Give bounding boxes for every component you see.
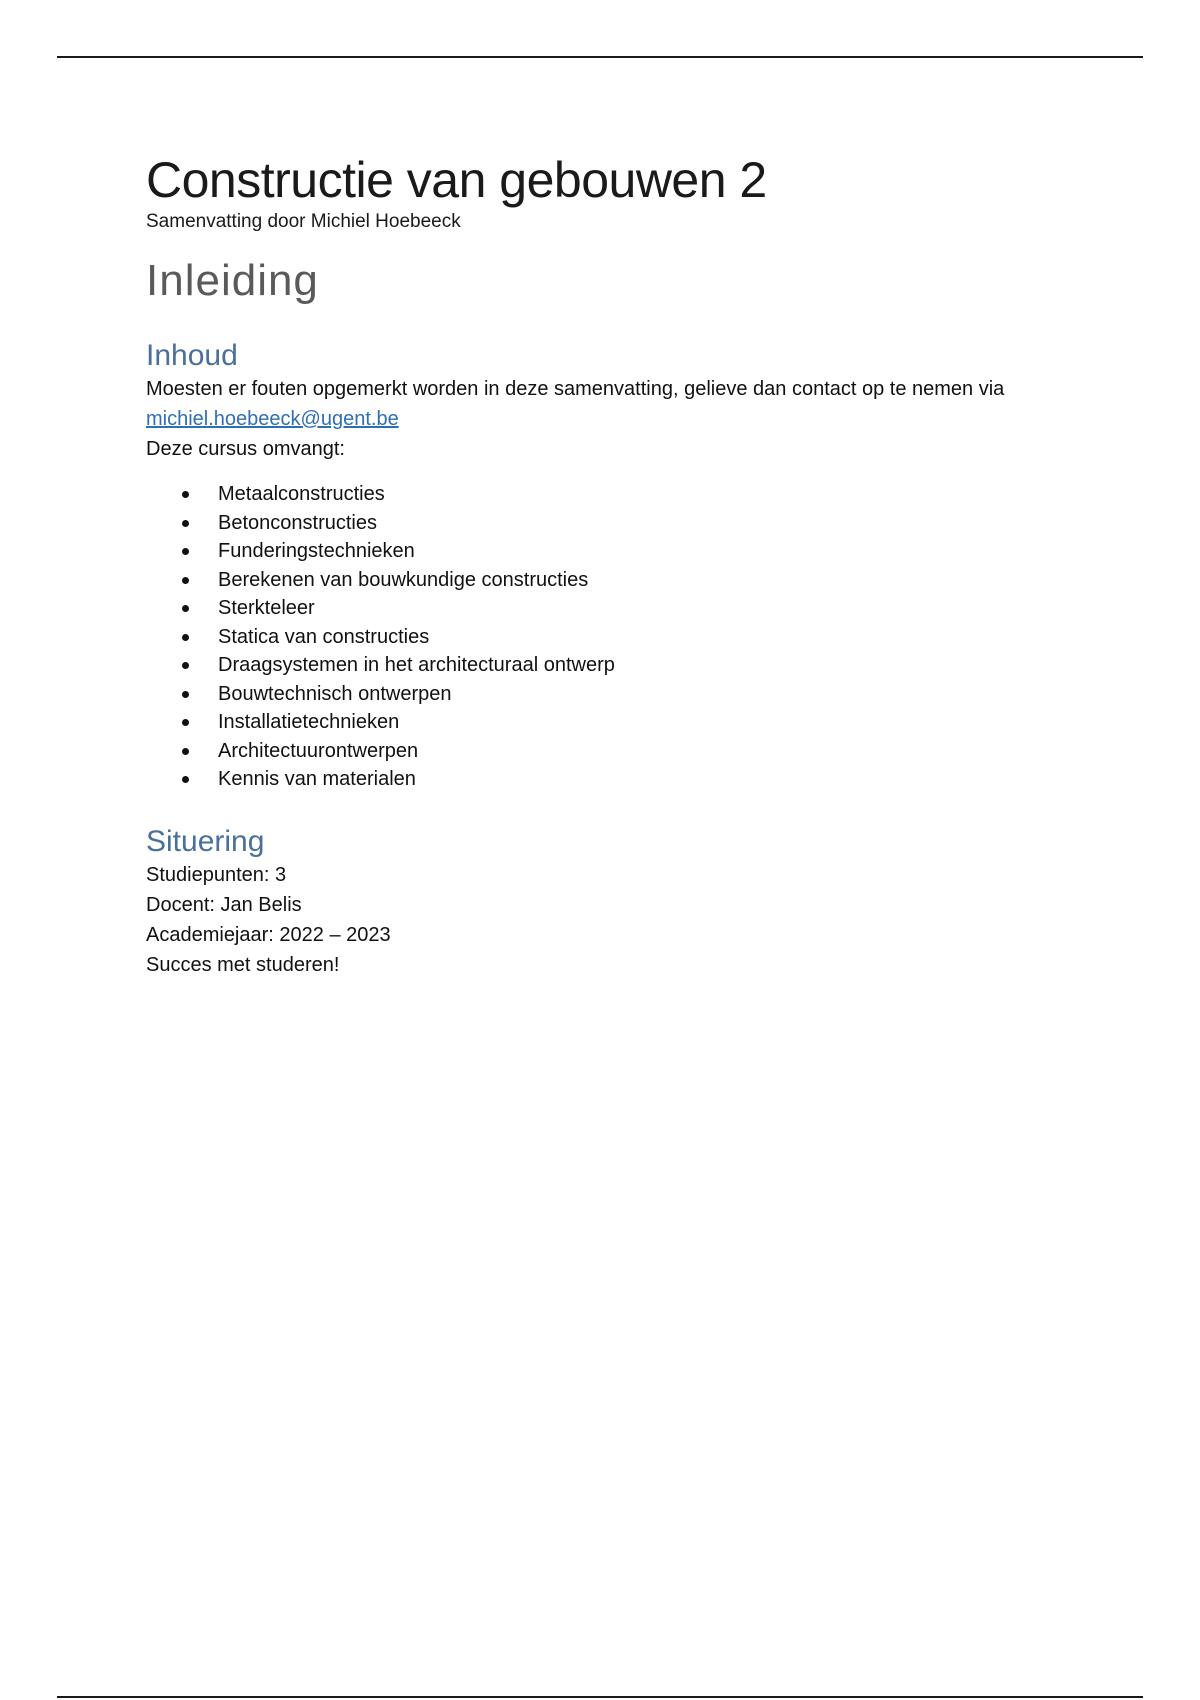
email-link[interactable]: michiel.hoebeeck@ugent.be	[146, 408, 399, 430]
top-page-rule	[57, 56, 1143, 58]
intro-text: Moesten er fouten opgemerkt worden in deze samenvatting, gelieve dan contact op te nemen via	[146, 378, 1005, 400]
bullet-icon	[182, 691, 189, 698]
document-body	[146, 150, 1066, 980]
bullet-icon	[182, 520, 189, 527]
list-item	[182, 594, 1066, 623]
list-item	[182, 480, 1066, 509]
list-item-label: Sterkteleer	[218, 597, 315, 619]
document-title: Constructie van gebouwen 2	[146, 152, 767, 208]
document-subtitle: Samenvatting door Michiel Hoebeeck	[146, 211, 461, 232]
studiepunten-text: Studiepunten: 3	[146, 863, 287, 886]
academiejaar-text: Academiejaar: 2022 – 2023	[146, 923, 391, 946]
list-item-label: Architectuurontwerpen	[218, 739, 419, 762]
list-item	[182, 651, 1066, 680]
bullet-icon	[182, 748, 189, 755]
list-item-label: Bouwtechnisch ontwerpen	[218, 682, 452, 705]
list-item-label: Kennis van materialen	[218, 768, 416, 790]
bullet-icon	[182, 662, 189, 669]
bullet-icon	[182, 491, 189, 498]
intro-paragraph	[146, 374, 1066, 434]
bullet-icon	[182, 634, 189, 641]
list-item-label: Statica van constructies	[218, 625, 430, 648]
heading-inleiding: Inleiding	[146, 256, 319, 305]
list-item	[182, 680, 1066, 709]
course-intro: Deze cursus omvangt:	[146, 438, 345, 460]
bottom-page-rule	[57, 1696, 1143, 1698]
heading-situering: Situering	[146, 824, 265, 858]
bullet-icon	[182, 776, 189, 783]
list-item	[182, 765, 1066, 794]
closing-text: Succes met studeren!	[146, 953, 340, 976]
list-item	[182, 708, 1066, 737]
docent-text: Docent: Jan Belis	[146, 893, 302, 916]
list-item-label: Installatietechnieken	[218, 711, 400, 733]
list-item-label: Betonconstructies	[218, 511, 377, 534]
heading-inhoud: Inhoud	[146, 339, 238, 372]
list-item	[182, 566, 1066, 595]
bullet-icon	[182, 577, 189, 584]
bullet-icon	[182, 605, 189, 612]
list-item	[182, 737, 1066, 766]
list-item	[182, 509, 1066, 538]
list-item-label: Metaalconstructies	[218, 483, 385, 505]
list-item-label: Draagsystemen in het architecturaal ontwerp	[218, 654, 615, 676]
list-item-label: Berekenen van bouwkundige constructies	[218, 568, 589, 591]
bullet-icon	[182, 719, 189, 726]
list-item	[182, 537, 1066, 566]
bullet-icon	[182, 548, 189, 555]
course-list	[146, 480, 1066, 794]
list-item	[182, 623, 1066, 652]
list-item-label: Funderingstechnieken	[218, 540, 415, 562]
